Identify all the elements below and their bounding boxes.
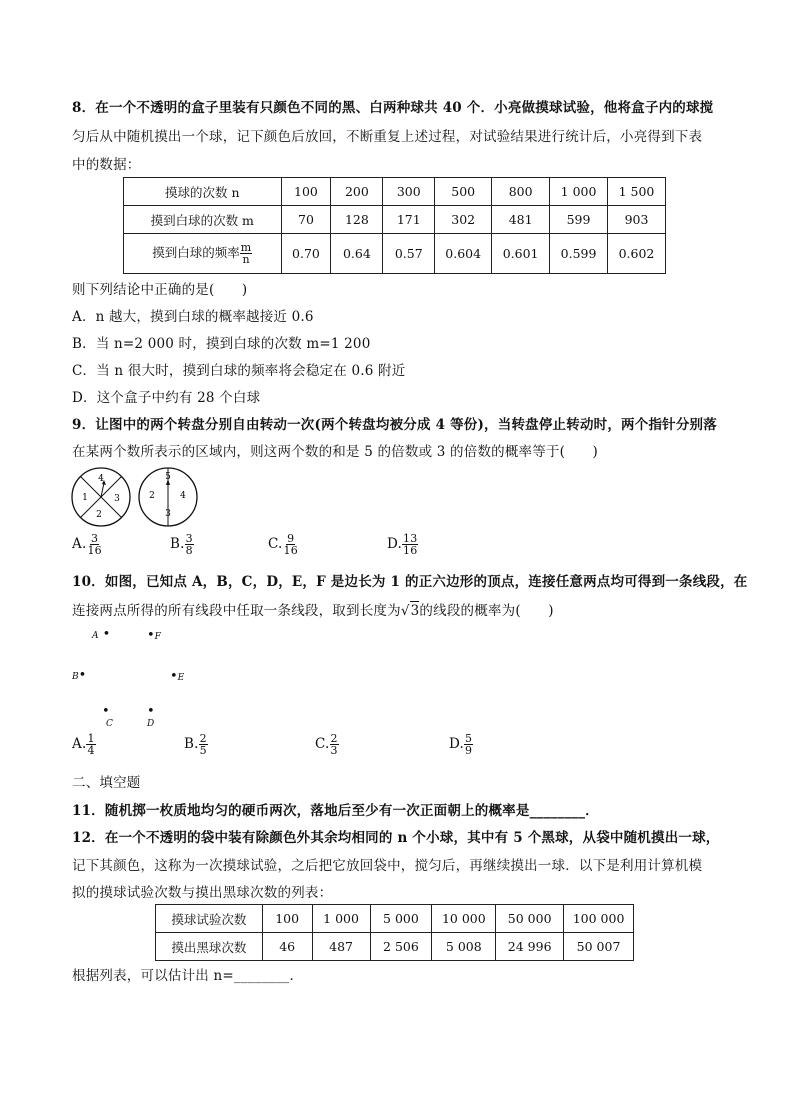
table-cell: 500 [435,178,492,206]
option-label: B. [184,736,199,752]
spinners-figure [70,466,205,528]
table-cell: 100 [281,178,331,206]
fraction-num: 5 [465,732,473,745]
q12-final: 根据列表，可以估计出 n=________． [72,968,304,984]
point-F: •F [147,628,161,643]
table-cell: 46 [262,933,312,961]
q9-option-d[interactable] [387,533,418,556]
spinner-2-label: 3 [165,509,171,519]
fraction-num: 3 [185,532,193,545]
table-cell: 2 506 [370,933,432,961]
table-cell: 0.70 [281,234,331,274]
fraction [402,533,418,556]
fraction [199,733,208,756]
fraction [86,733,95,756]
option-label: D. [449,736,465,752]
q9-option-a[interactable] [72,533,103,556]
point-D: • D [147,704,155,729]
table-cell: 50 007 [564,933,634,961]
q8-option-a[interactable]: A．n 越大，摸到白球的概率越接近 0.6 [72,309,314,325]
q8-option-d[interactable]: D．这个盒子中约有 28 个白球 [72,390,261,406]
table-cell: 481 [492,206,550,234]
point-A: A • [92,627,111,642]
sqrt-sign: √ [400,603,410,619]
fraction [240,242,252,265]
table-cell: 1 000 [312,905,370,933]
fraction [185,533,194,556]
option-label: B. [170,536,185,552]
table-cell: 800 [492,178,550,206]
table-cell: 100 [262,905,312,933]
q8-option-b[interactable]: B．当 n=2 000 时，摸到白球的次数 m=1 200 [72,336,371,352]
table-cell: 903 [608,206,666,234]
fraction-num: 9 [287,532,295,545]
q12-line-1: 12．在一个不透明的袋中装有除颜色外其余均相同的 n 个小球，其中有 5 个黑球，从袋中随机摸出一球， [72,830,720,846]
q10-option-a[interactable] [72,733,96,756]
option-label: C. [268,536,283,552]
fraction-num: 3 [91,532,99,545]
q12-row-black [156,933,634,961]
q10-option-c[interactable] [315,733,339,756]
q10-line-2-a: 连接两点所得的所有线段中任取一条线段，取到长度为 [72,603,401,619]
q12-row-black-label: 摸出黑球次数 [156,933,263,961]
q8-line-3: 中的数据： [72,157,141,173]
table-cell: 0.602 [608,234,666,274]
q10-line-1: 10．如图，已知点 A，B，C，D，E，F 是边长为 1 的正六边形的顶点，连接任意两点均可得到一条线段，在 [72,574,748,590]
option-label: A. [72,736,87,752]
table-cell: 599 [550,206,608,234]
fraction-den: n [242,253,250,266]
fraction-num: 2 [330,732,338,745]
q10-line-2-b: 的线段的概率为( ) [419,603,554,619]
fraction-num: 13 [403,532,418,545]
table-cell: 100 000 [564,905,634,933]
q9-line-2: 在某两个数所表示的区域内，则这两个数的和是 5 的倍数或 3 的倍数的概率等于( ) [72,444,598,460]
table-cell: 5 008 [432,933,496,961]
spinner-1 [72,468,130,526]
table-cell: 0.604 [435,234,492,274]
q8-row-m-label: 摸到白球的次数 m [124,206,282,234]
table-cell: 0.57 [383,234,435,274]
spinner-2-label: 5 [165,472,171,482]
section-heading: 二、填空题 [72,775,141,791]
table-cell: 24 996 [496,933,564,961]
table-cell: 0.601 [492,234,550,274]
table-cell: 487 [312,933,370,961]
fraction-den: 9 [465,744,473,757]
spinner-2-label: 2 [149,491,155,501]
fraction [283,533,299,556]
q8-prompt: 则下列结论中正确的是( ) [72,282,248,298]
q12-row-trials [156,905,634,933]
spinner-2 [139,468,197,526]
table-cell: 5 000 [370,905,432,933]
q8-row-freq-label [124,234,282,274]
spinner-1-label: 3 [114,494,120,504]
q12-table [155,904,634,961]
q8-line-1: 8．在一个不透明的盒子里装有只颜色不同的黑、白两种球共 40 个．小亮做摸球试验，他将盒子内的球搅 [72,100,714,116]
table-cell: 1 500 [608,178,666,206]
q8-row-n [124,178,666,206]
q9-line-1: 9．让图中的两个转盘分别自由转动一次(两个转盘均被分成 4 等份)，当转盘停止转动时，两个指针分别落 [72,417,717,433]
point-E: •E [170,669,185,684]
q10-option-d[interactable] [449,733,473,756]
q8-row-freq [124,234,666,274]
fraction-num: m [240,241,252,254]
fraction [464,733,473,756]
q8-table [123,177,666,274]
q8-line-2: 匀后从中随机摸出一个球，记下颜色后放回，不断重复上述过程，对试验结果进行统计后，小亮得到下表 [72,129,703,145]
point-C: • C [102,704,113,729]
q11-text: 11．随机掷一枚质地均匀的硬币两次，落地后至少有一次正面朝上的概率是________． [72,803,599,819]
table-cell: 200 [331,178,383,206]
table-cell: 300 [383,178,435,206]
q10-line-2 [72,601,554,620]
q8-row-n-label: 摸球的次数 n [124,178,282,206]
q12-line-2: 记下其颜色，这称为一次摸球试验，之后把它放回袋中，搅匀后，再继续摸出一球．以下是利用计算机模 [72,858,703,874]
q9-option-b[interactable] [170,533,194,556]
table-cell: 302 [435,206,492,234]
table-cell: 171 [383,206,435,234]
fraction-den: 4 [87,744,95,757]
table-cell: 1 000 [550,178,608,206]
fraction-den: 5 [199,744,207,757]
spinner-1-label: 1 [82,493,88,503]
fraction-den: 8 [185,544,193,557]
table-cell: 10 000 [432,905,496,933]
option-label: D. [387,536,403,552]
q10-option-b[interactable] [184,733,208,756]
spinner-1-label: 4 [98,474,104,484]
q9-option-c[interactable] [268,533,299,556]
table-cell: 0.64 [331,234,383,274]
fraction-den: 16 [283,544,298,557]
spinner-2-label: 4 [180,491,186,501]
fraction-den: 16 [87,544,102,557]
table-cell: 128 [331,206,383,234]
fraction-den: 3 [330,744,338,757]
fraction-num: 2 [199,732,207,745]
fraction [86,533,102,556]
q8-option-c[interactable]: C．当 n 很大时，摸到白球的频率将会稳定在 0.6 附近 [72,363,406,379]
point-B: B• [72,668,87,683]
table-cell: 0.599 [550,234,608,274]
table-cell: 70 [281,206,331,234]
option-label: A. [72,536,87,552]
fraction [330,733,339,756]
fraction-den: 16 [403,544,418,557]
spinner-1-label: 2 [96,510,102,520]
freq-label-text: 摸到白球的频率 [152,245,240,260]
option-label: C. [315,736,330,752]
q12-line-3: 拟的摸球试验次数与摸出黑球次数的列表： [72,885,333,901]
fraction-num: 1 [87,732,95,745]
q12-row-trials-label: 摸球试验次数 [156,905,263,933]
q8-row-m [124,206,666,234]
sqrt-radicand: 3 [410,603,420,619]
table-cell: 50 000 [496,905,564,933]
